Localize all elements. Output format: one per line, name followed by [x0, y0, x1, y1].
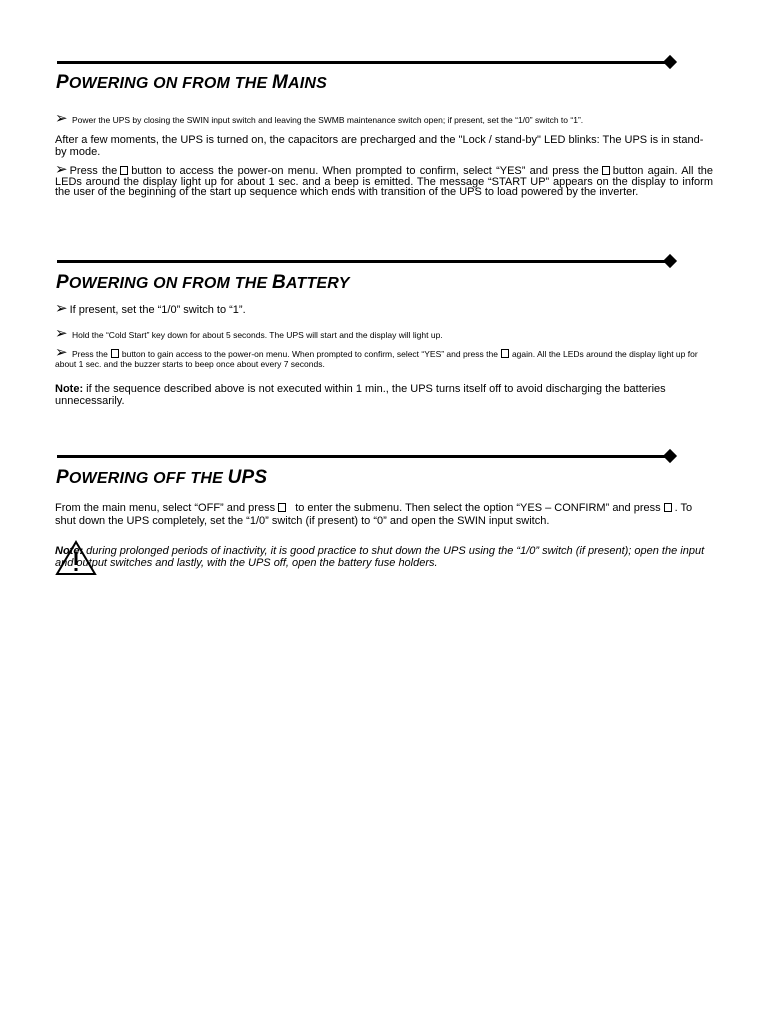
battery-step-3-text: button to gain access to the power-on menu. When prompted to confirm, select “YES” and press the [121, 349, 498, 359]
arrow-bullet-icon: ➢ [55, 344, 68, 361]
arrow-bullet-icon: ➢ [55, 325, 68, 342]
battery-step-3 [55, 344, 713, 369]
battery-step-2-text: Hold the “Cold Start” key down for about 5 seconds. The UPS will start and the display will light up. [71, 330, 443, 340]
heading-text: AINS [288, 75, 328, 92]
power-off-paragraph [55, 502, 713, 528]
enter-key-icon [278, 503, 286, 512]
heading-cap: M [271, 72, 289, 93]
heading-ups-off [56, 467, 267, 489]
section-divider-3 [57, 455, 669, 458]
note-text: during prolonged periods of inactivity, it is good practice to shut down the UPS using the “1/0” switch (if present); open the input and output switches and lastly, with the UPS off, open the battery fuse holders. [55, 545, 705, 569]
battery-step-2 [55, 325, 713, 342]
section-divider-2 [57, 260, 669, 263]
mains-step-1-text: Power the UPS by closing the SWIN input switch and leaving the SWMB maintenance switch open; if present, set the “1/0” switch to “1”. [71, 115, 584, 125]
power-off-text: to enter the submenu. Then select the option “YES – CONFIRM” and press [295, 502, 661, 514]
battery-step-3-text: Press the [71, 349, 108, 359]
enter-key-icon [664, 503, 672, 512]
divider-diamond-2 [663, 254, 677, 268]
heading-cap: P [56, 272, 69, 293]
arrow-bullet-icon: ➢ [55, 161, 68, 178]
heading-cap: P [56, 467, 69, 488]
heading-text: OWERING ON FROM THE [68, 275, 272, 292]
power-off-text: From the main menu, select “OFF” and press [55, 502, 276, 514]
section-divider-1 [57, 61, 669, 64]
divider-diamond-3 [663, 449, 677, 463]
heading-battery [56, 272, 350, 294]
battery-step-1 [55, 300, 713, 317]
inactivity-note [55, 545, 713, 569]
power-off-text: . To shut down the UPS completely, set the “1/0” switch (if present) to “0” and open the SWIN input switch. [55, 502, 693, 527]
divider-diamond-1 [663, 55, 677, 69]
heading-cap: P [56, 72, 69, 93]
enter-key-icon [501, 349, 509, 358]
enter-key-icon [111, 349, 119, 358]
heading-text: ATTERY [285, 275, 350, 292]
mains-step-2-text: button to access the power-on menu. When prompted to confirm, select “YES” and press the [131, 165, 599, 177]
mains-step-2 [55, 161, 713, 198]
heading-mains [56, 72, 327, 94]
arrow-bullet-icon: ➢ [55, 110, 68, 127]
heading-cap: UPS [227, 467, 268, 488]
heading-text: OWERING ON FROM THE [68, 75, 272, 92]
note-label: Note: [55, 383, 84, 395]
heading-cap: B [271, 272, 286, 293]
heading-text: OWERING OFF THE [68, 470, 228, 487]
enter-key-icon [602, 166, 610, 175]
mains-step-2-text: button again. All the LEDs around the display light up for about 1 sec. and a beep is emitted. The message “START UP” appears on the display to inform the user of the beginning of the start up sequence which ends with transition of the UPS to load powered by the inverter. [55, 165, 713, 198]
enter-key-icon [120, 166, 128, 175]
battery-step-3-text: again. All the LEDs around the display light up for about 1 sec. and the buzzer starts to beep once about every 7 seconds. [55, 349, 698, 369]
note-label: Note: [55, 545, 84, 557]
mains-standby-paragraph: After a few moments, the UPS is turned on, the capacitors are precharged and the "Lock / stand-by" LED blinks: The UPS is in stand-by mode. [55, 134, 704, 158]
arrow-bullet-icon: ➢ [55, 300, 68, 317]
note-text: if the sequence described above is not executed within 1 min., the UPS turns itself off to avoid discharging the batteries unnecessarily. [55, 383, 666, 407]
battery-step-1-text: If present, set the “1/0” switch to “1”. [69, 304, 246, 316]
mains-step-2-text: Press the [69, 165, 118, 177]
mains-step-1 [55, 110, 713, 127]
battery-note [55, 383, 713, 407]
